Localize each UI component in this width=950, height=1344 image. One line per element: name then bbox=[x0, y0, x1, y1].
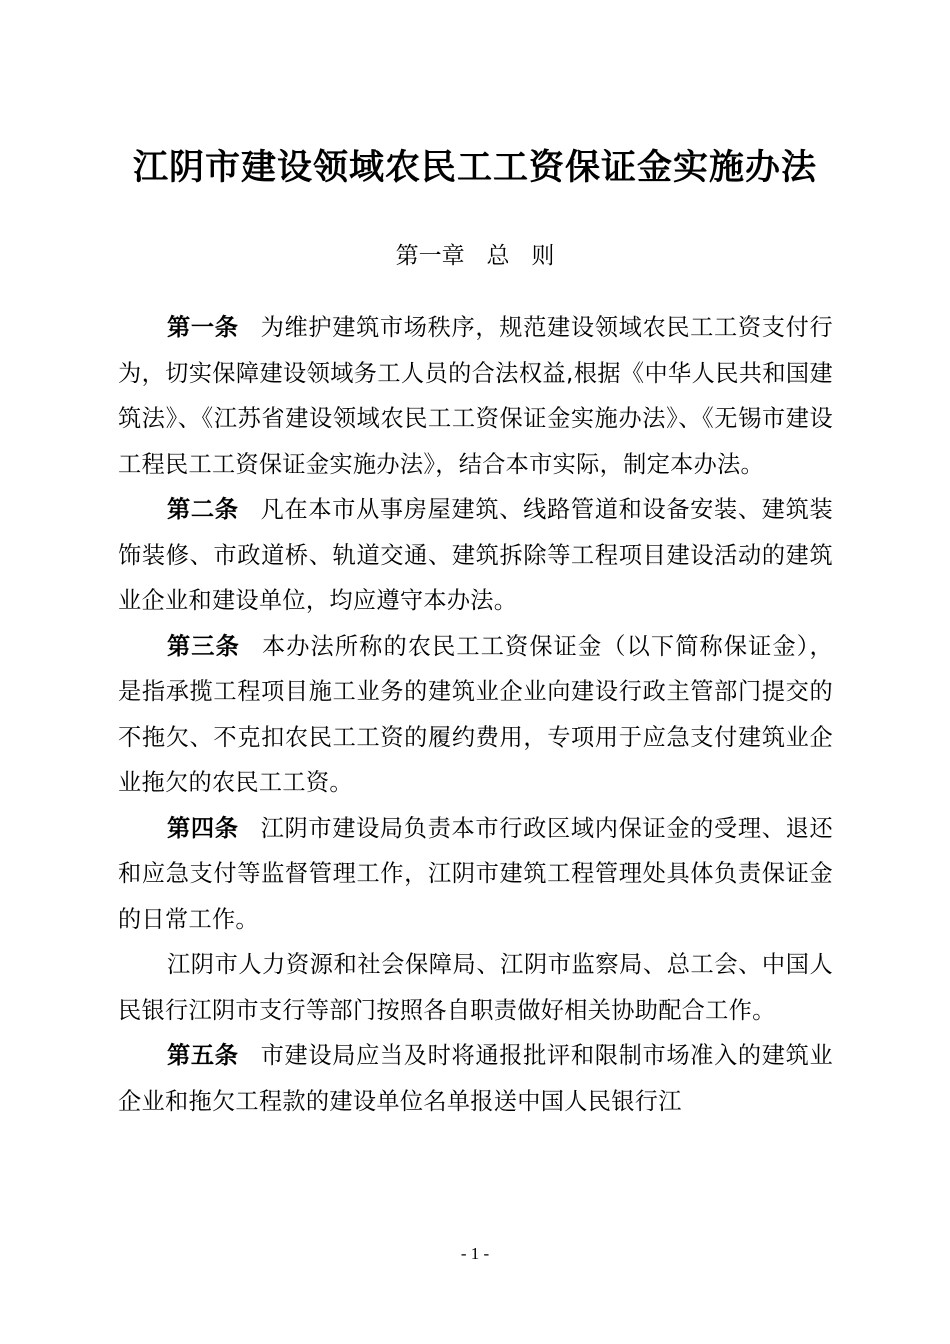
document-body bbox=[118, 305, 833, 1124]
article-3 bbox=[118, 624, 833, 806]
page-number: - 1 - bbox=[460, 1244, 490, 1263]
article-2 bbox=[118, 487, 833, 624]
article-4-paragraph-2 bbox=[118, 942, 833, 1033]
document-title: 江阴市建设领域农民工工资保证金实施办法 bbox=[132, 147, 817, 188]
article-label: 第一条 bbox=[167, 314, 239, 341]
article-5 bbox=[118, 1033, 833, 1124]
article-label: 第五条 bbox=[167, 1042, 239, 1069]
article-text: 为维护建筑市场秩序，规范建设领域农民工工资支付行为，切实保障建设领域务工人员的合法权益,根据《中华人民共和国建筑法》、《江苏省建设领域农民工工资保证金实施办法》、《无锡市建设工程民工工资保证金实施办法》，结合本市实际，制定本办法。 bbox=[118, 314, 834, 478]
paragraph-text: 江阴市人力资源和社会保障局、江阴市监察局、总工会、中国人民银行江阴市支行等部门按照各自职责做好相关协助配合工作。 bbox=[118, 951, 833, 1024]
article-text: 江阴市建设局负责本市行政区域内保证金的受理、退还和应急支付等监督管理工作，江阴市建筑工程管理处具体负责保证金的日常工作。 bbox=[118, 814, 834, 933]
article-text: 市建设局应当及时将通报批评和限制市场准入的建筑业企业和拖欠工程款的建设单位名单报送中国人民银行江 bbox=[118, 1042, 834, 1115]
article-label: 第三条 bbox=[167, 632, 240, 660]
chapter-heading: 第一章 总 则 bbox=[395, 243, 555, 269]
article-label: 第二条 bbox=[167, 496, 239, 523]
article-text: 凡在本市从事房屋建筑、线路管道和设备安装、建筑装饰装修、市政道桥、轨道交通、建筑拆除等工程项目建设活动的建筑业企业和建设单位，均应遵守本办法。 bbox=[118, 496, 834, 614]
article-1 bbox=[118, 305, 833, 487]
article-text: 本办法所称的农民工工资保证金（以下简称保证金），是指承揽工程项目施工业务的建筑业企业向建设行政主管部门提交的不拖欠、不克扣农民工工资的履约费用，专项用于应急支付建筑业企业拖欠的农民工工资。 bbox=[118, 632, 833, 796]
article-4 bbox=[118, 806, 833, 943]
article-label: 第四条 bbox=[167, 814, 239, 842]
